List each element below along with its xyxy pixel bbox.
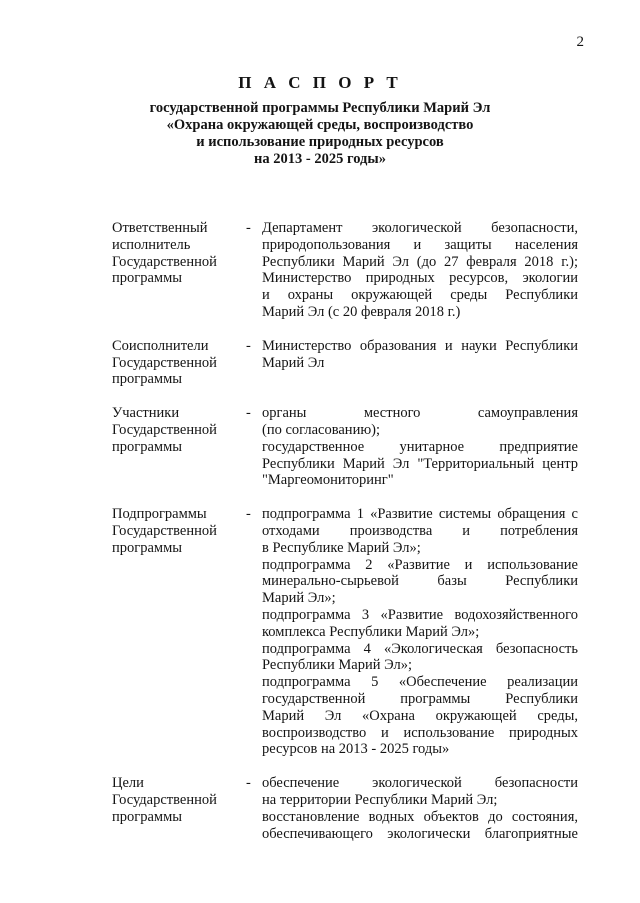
content-line: Республики Марий Эл "Территориальный центр — [262, 455, 578, 472]
content-line: и охраны окружающей среды Республики — [262, 287, 578, 304]
content-line: подпрограмма 5 «Обеспечение реализации — [262, 674, 578, 691]
content-line: органы местного самоуправления — [262, 405, 578, 422]
row-dash: - — [246, 337, 251, 354]
content-line: подпрограмма 1 «Развитие системы обращения с — [262, 506, 578, 523]
document-subtitle — [0, 100, 640, 168]
content-line: "Маргеомониторинг" — [262, 472, 394, 489]
row-label — [112, 338, 246, 388]
row-label — [112, 775, 246, 825]
page-number: 2 — [576, 34, 584, 50]
content-line: на территории Республики Марий Эл; — [262, 791, 498, 808]
label-line: программы — [112, 808, 182, 825]
label-line: Государственной — [112, 253, 217, 270]
content-line: Марий Эл (с 20 февраля 2018 г.) — [262, 303, 461, 320]
subtitle-line: государственной программы Республики Марий Эл — [149, 100, 491, 116]
content-line: Республики Марий Эл (до 27 февраля 2018 г.); — [262, 253, 578, 270]
label-line: программы — [112, 539, 182, 556]
row-dash: - — [246, 506, 251, 523]
content-line: обеспечивающего экологически благоприятные — [262, 825, 578, 842]
content-line: природопользования и защиты населения — [262, 236, 578, 253]
content-line: подпрограмма 3 «Развитие водохозяйственного — [262, 606, 578, 623]
content-line: подпрограмма 4 «Экологическая безопасность — [262, 640, 578, 657]
passport-row-goals — [112, 775, 578, 842]
content-line: обеспечение экологической безопасности — [262, 775, 578, 792]
content-line: отходами производства и потребления — [262, 522, 578, 539]
row-label — [112, 506, 246, 556]
passport-row-responsible-executor — [112, 220, 578, 321]
label-line: Цели — [112, 775, 144, 792]
content-line: Департамент экологической безопасности, — [262, 220, 578, 236]
row-label — [112, 220, 246, 287]
subtitle-line: и использование природных ресурсов — [196, 134, 444, 150]
content-line: Марий Эл «Охрана окружающей среды, — [262, 707, 578, 724]
content-line: государственное унитарное предприятие — [262, 438, 578, 455]
row-content — [262, 220, 578, 321]
passport-table — [112, 220, 578, 842]
content-line: (по согласованию); — [262, 421, 381, 438]
content-line: Министерство природных ресурсов, экологии — [262, 270, 578, 287]
content-line: Министерство образования и науки Республики — [262, 337, 578, 354]
label-line: программы — [112, 438, 182, 455]
label-line: Ответственный — [112, 220, 208, 236]
row-dash: - — [246, 775, 251, 792]
label-line: Государственной — [112, 354, 217, 371]
content-line: государственной программы Республики — [262, 690, 578, 707]
content-line: Марий Эл — [262, 354, 325, 371]
content-line: в Республике Марий Эл»; — [262, 539, 421, 556]
passport-row-participants — [112, 405, 578, 489]
content-line: подпрограмма 2 «Развитие и использование — [262, 556, 578, 573]
row-content — [262, 775, 578, 842]
label-line: исполнитель — [112, 236, 191, 253]
row-content — [262, 506, 578, 758]
label-line: программы — [112, 371, 182, 388]
label-line: Государственной — [112, 522, 217, 539]
content-line: ресурсов на 2013 - 2025 годы» — [262, 741, 450, 758]
content-line: комплекса Республики Марий Эл»; — [262, 623, 480, 640]
content-line: воспроизводство и использование природных — [262, 724, 578, 741]
row-content — [262, 338, 578, 372]
passport-row-co-executors — [112, 338, 578, 388]
row-dash: - — [246, 220, 251, 236]
label-line: Государственной — [112, 791, 217, 808]
document-title: П А С П О Р Т — [238, 73, 402, 92]
row-label — [112, 405, 246, 455]
subtitle-line: «Охрана окружающей среды, воспроизводство — [166, 117, 474, 133]
content-line: минерально-сырьевой базы Республики — [262, 573, 578, 590]
row-content — [262, 405, 578, 489]
content-line: восстановление водных объектов до состояния, — [262, 808, 578, 825]
label-line: Участники — [112, 405, 180, 422]
label-line: Государственной — [112, 421, 217, 438]
label-line: Подпрограммы — [112, 506, 207, 523]
passport-row-subprograms — [112, 506, 578, 758]
label-line: Соисполнители — [112, 337, 209, 354]
label-line: программы — [112, 270, 182, 287]
row-dash: - — [246, 405, 251, 422]
content-line: Марий Эл»; — [262, 590, 336, 607]
content-line: Республики Марий Эл»; — [262, 657, 412, 674]
subtitle-line: на 2013 - 2025 годы» — [254, 151, 386, 167]
